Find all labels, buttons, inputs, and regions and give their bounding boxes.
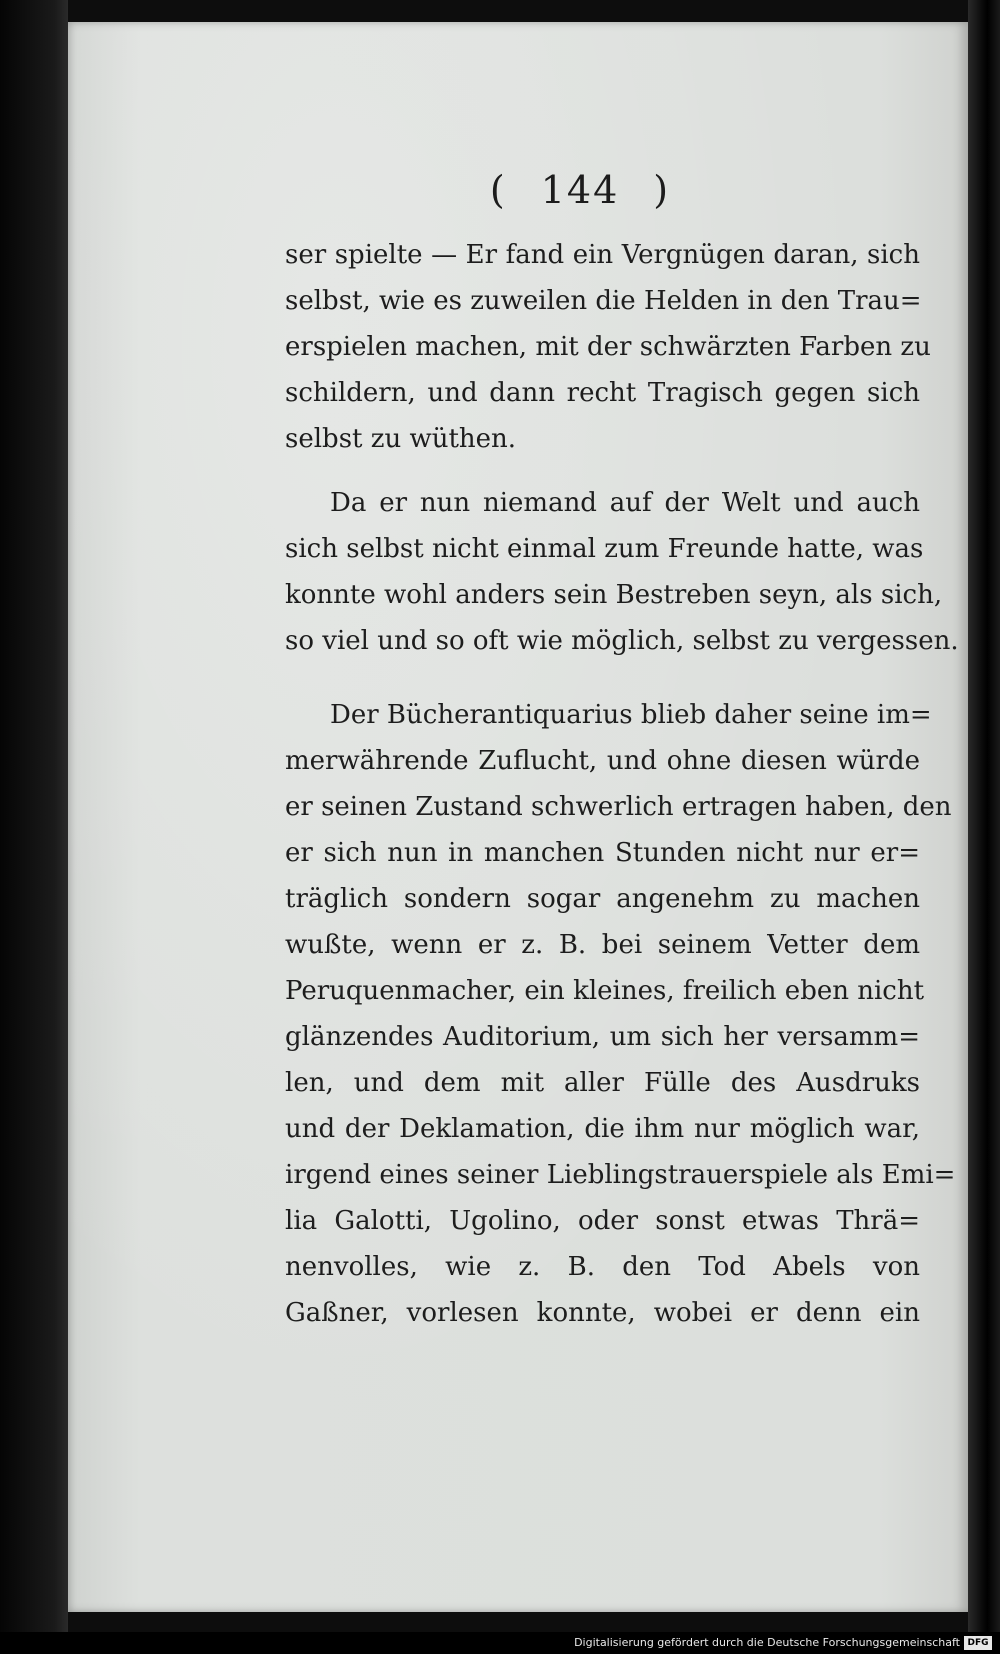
paragraph-3 [285, 692, 956, 1336]
page-edge-shadow [968, 0, 1000, 1654]
text-line: len, und dem mit aller Fülle des Ausdruks [285, 1068, 920, 1098]
paragraph-gap [285, 462, 920, 480]
digitization-credit: Digitalisierung gefördert durch die Deutsche Forschungsgemeinschaft [574, 1636, 960, 1649]
text-line: schildern, und dann recht Tragisch gegen sich [285, 378, 920, 408]
text-line: erspielen machen, mit der schwärzten Farben zu [285, 332, 931, 362]
text-line: er sich nun in manchen Stunden nicht nur er= [285, 838, 920, 868]
paragraph-1 [285, 232, 931, 462]
text-line: lia Galotti, Ugolino, oder sonst etwas Thrä= [285, 1206, 920, 1236]
text-line: Der Bücherantiquarius blieb daher seine im= [330, 700, 932, 730]
text-line: und der Deklamation, die ihm nur möglich war, [285, 1114, 920, 1144]
text-line: selbst, wie es zuweilen die Helden in den Trau= [285, 286, 922, 316]
text-line: nenvolles, wie z. B. den Tod Abels von [285, 1252, 920, 1282]
text-line: konnte wohl anders sein Bestreben seyn, als sich, [285, 580, 943, 610]
text-line: merwährende Zuflucht, und ohne diesen würde [285, 746, 920, 776]
text-line: träglich sondern sogar angenehm zu machen [285, 884, 920, 914]
text-line: sich selbst nicht einmal zum Freunde hatte, was [285, 534, 924, 564]
text-line: Peruquenmacher, ein kleines, freilich eben nicht [285, 976, 925, 1006]
body-text [285, 232, 959, 1336]
paragraph-2 [285, 480, 959, 664]
page-number-paren-open: ( [489, 168, 507, 212]
text-line: Da er nun niemand auf der Welt und auch [330, 488, 920, 518]
dfg-logo: DFG [964, 1636, 992, 1650]
text-line: Gaßner, vorlesen konnte, wobei er denn ein [285, 1298, 920, 1328]
text-line: so viel und so oft wie möglich, selbst zu vergessen. [285, 626, 959, 656]
text-line: irgend eines seiner Lieblingstrauerspiele als Emi= [285, 1160, 956, 1190]
text-line: wußte, wenn er z. B. bei seinem Vetter dem [285, 930, 920, 960]
page-number-value: 144 [540, 168, 620, 212]
text-line: selbst zu wüthen. [285, 424, 517, 454]
text-line: glänzendes Auditorium, um sich her versamm= [285, 1022, 920, 1052]
page-number [480, 168, 680, 212]
book-gutter-shadow [0, 0, 68, 1654]
paragraph-gap [285, 664, 920, 692]
text-line: ser spielte — Er fand ein Vergnügen daran, sich [285, 240, 920, 270]
page-number-paren-close: ) [653, 168, 671, 212]
text-line: er seinen Zustand schwerlich ertragen haben, den [285, 792, 952, 822]
